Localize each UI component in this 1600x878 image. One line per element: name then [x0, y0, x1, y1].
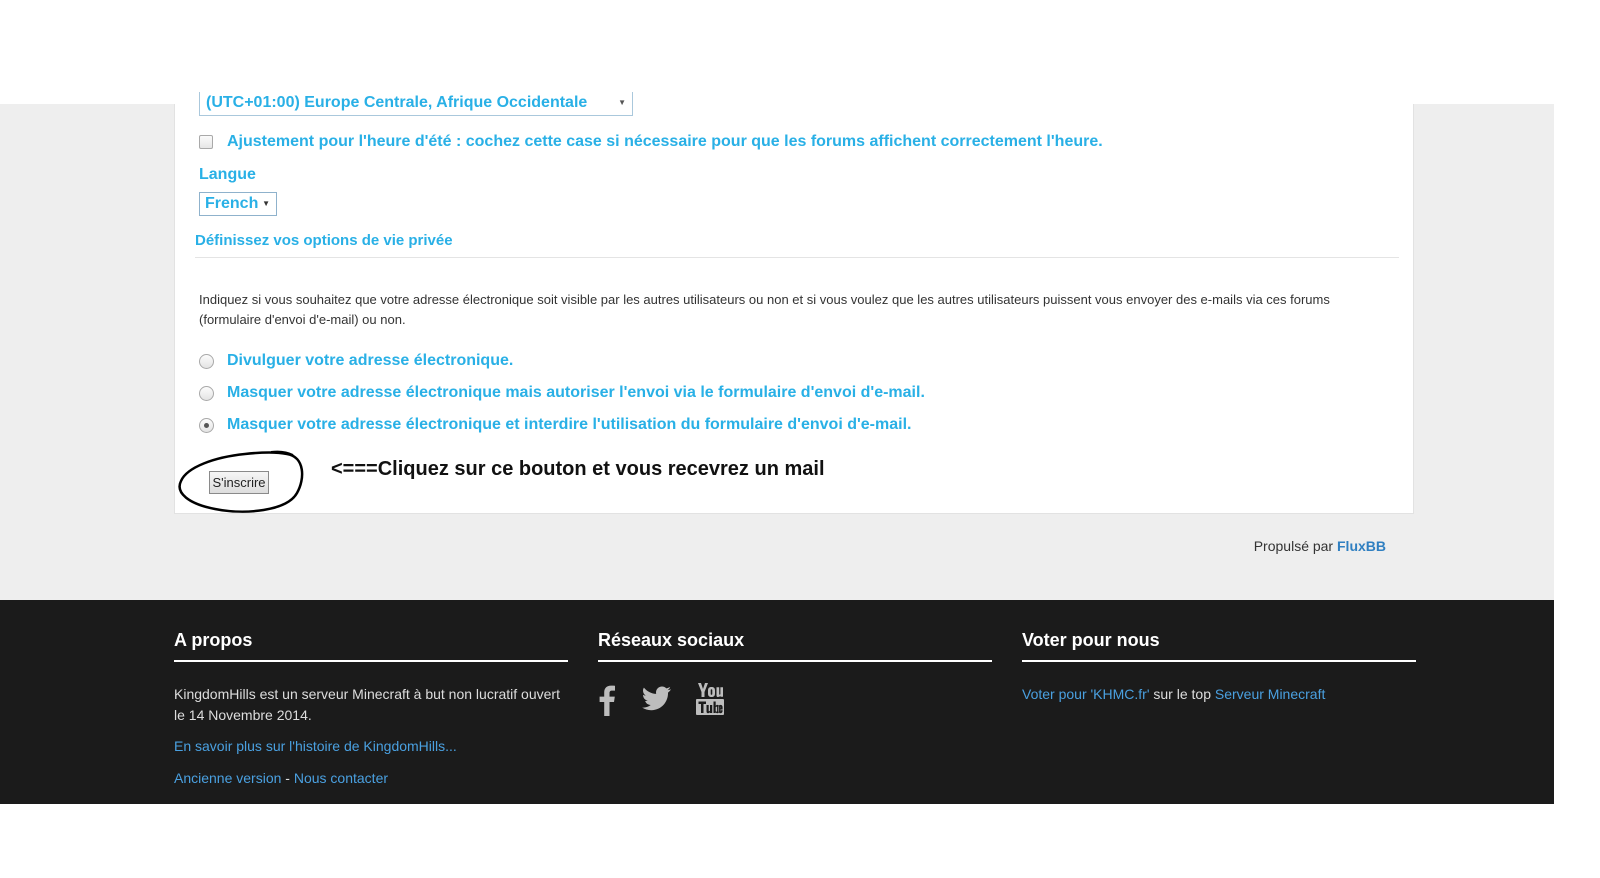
dst-label: Ajustement pour l'heure d'été : cochez cette case si nécessaire pour que les forums affichent correctement l'heure.: [227, 133, 1103, 150]
powered-by-prefix: Propulsé par: [1253, 538, 1334, 554]
language-value: French: [205, 195, 259, 212]
registration-form: [174, 94, 1414, 514]
submit-button[interactable]: S'inscrire: [209, 471, 269, 494]
history-link[interactable]: En savoir plus sur l'histoire de KingdomHills...: [174, 738, 457, 754]
privacy-option-row: [199, 383, 925, 403]
footer: [0, 600, 1554, 804]
content-area: [0, 94, 1554, 600]
twitter-icon[interactable]: [642, 686, 672, 712]
divider: [195, 257, 1399, 258]
privacy-option-label: Masquer votre adresse électronique et interdire l'utilisation du formulaire d'envoi d'e-mail.: [227, 416, 912, 433]
contact-link[interactable]: Nous contacter: [293, 770, 389, 786]
language-select[interactable]: [199, 192, 277, 216]
footer-social-title: Réseaux sociaux: [598, 630, 745, 650]
vote-link[interactable]: Voter pour 'KHMC.fr': [1022, 686, 1150, 702]
old-version-link[interactable]: Ancienne version: [174, 770, 282, 786]
privacy-description: Indiquez si vous souhaitez que votre adresse électronique soit visible par les autres utilisateurs ou non et si vous voulez que les autres utilisateurs puissent vous envoyer des e-mails via ces forums (formulaire d'envoi d'e-mail) ou non.: [199, 292, 1330, 327]
about-text: KingdomHills est un serveur Minecraft à but non lucratif ouvert le 14 Novembre 2014.: [174, 686, 560, 723]
link-separator: -: [285, 770, 290, 786]
facebook-icon[interactable]: [598, 684, 616, 716]
privacy-radio-1[interactable]: [199, 354, 214, 369]
server-link[interactable]: Serveur Minecraft: [1214, 686, 1326, 702]
privacy-option-row: [199, 415, 911, 435]
chevron-down-icon: ▼: [618, 98, 626, 107]
youtube-icon[interactable]: [696, 682, 724, 716]
about-links-row: [174, 768, 388, 789]
privacy-section-title: Définissez vos options de vie privée: [195, 232, 453, 249]
footer-about-title: A propos: [174, 630, 253, 650]
privacy-option-row: [199, 351, 513, 371]
vote-row: [1022, 684, 1325, 705]
timezone-value: (UTC+01:00) Europe Centrale, Afrique Occidentale: [206, 94, 588, 111]
privacy-option-label: Masquer votre adresse électronique mais autoriser l'envoi via le formulaire d'envoi d'e-mail.: [227, 384, 925, 401]
footer-vote-title: Voter pour nous: [1022, 630, 1160, 650]
privacy-option-label: Divulguer votre adresse électronique.: [227, 352, 514, 369]
vote-middle-text: sur le top: [1153, 686, 1211, 702]
privacy-radio-2[interactable]: [199, 386, 214, 401]
page: [0, 94, 1554, 804]
powered-by: [1254, 538, 1386, 554]
divider: [598, 660, 992, 662]
fluxbb-link[interactable]: FluxBB: [1337, 538, 1386, 554]
divider: [174, 660, 568, 662]
privacy-radio-3[interactable]: [199, 418, 214, 433]
chevron-down-icon: ▼: [262, 199, 270, 208]
annotation-text: <===Cliquez sur ce bouton et vous recevrez un mail: [331, 458, 825, 480]
divider: [1022, 660, 1416, 662]
language-label: Langue: [199, 166, 256, 183]
timezone-select[interactable]: [199, 92, 633, 116]
about-more-row: [174, 736, 457, 757]
dst-row: [199, 132, 1103, 152]
dst-checkbox[interactable]: [199, 135, 213, 149]
